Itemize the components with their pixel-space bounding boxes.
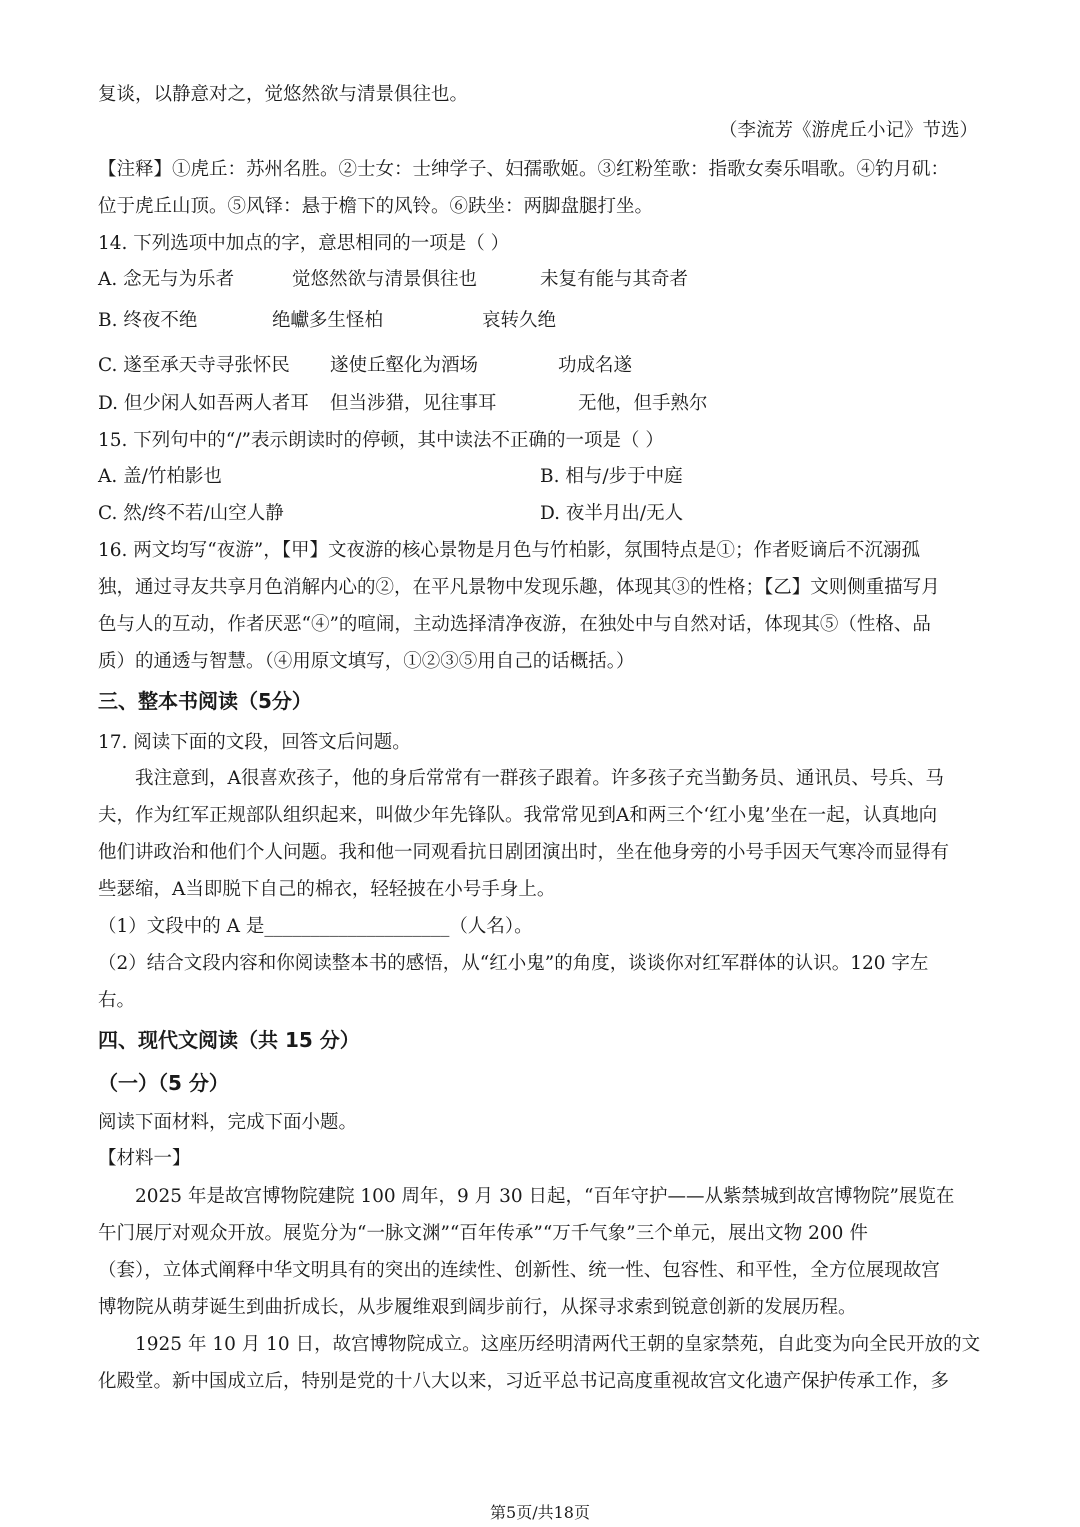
material-line: 1925 年 10 月 10 日，故宫博物院成立。这座历经明清两代王朝的皇家禁苑，自此变为向全民开放的文 <box>135 1334 981 1355</box>
q17-sub2: 右。 <box>98 990 136 1011</box>
q14-option-b-2: 绝巘多生怪柏 <box>272 310 384 331</box>
q15-option-b: B. 相与/步于中庭 <box>540 466 683 487</box>
q16-line: 色与人的互动，作者厌恶“④”的喧闹，主动选择清净夜游，在独处中与自然对话，体现其⑤（性格、品 <box>98 614 931 635</box>
q17-sub2: （2）结合文段内容和你阅读整本书的感悟，从“红小鬼”的角度，谈谈你对红军群体的认识。120 字左 <box>98 953 929 974</box>
q16-line: 质）的通透与智慧。（④用原文填写，①②③⑤用自己的话概括。） <box>98 651 635 672</box>
notes-line: 【注释】①虎丘：苏州名胜。②士女：士绅学子、妇孺歌姬。③红粉笙歌：指歌女奏乐唱歌。④钓月矶： <box>98 159 950 180</box>
q14-option-d-2: 但当涉猎，见往事耳 <box>330 393 497 414</box>
section-title: 三、整本书阅读（5分） <box>98 689 312 713</box>
material-line: 化殿堂。新中国成立后，特别是党的十八大以来，习近平总书记高度重视故宫文化遗产保护传承工作，多 <box>98 1371 950 1392</box>
passage-source: （李流芳《游虎丘小记》节选） <box>718 120 978 141</box>
q15-option-d: D. 夜半月出/无人 <box>540 503 684 524</box>
q14-option-c-2: 遂使丘壑化为酒场 <box>330 355 479 376</box>
q14-stem: 14. 下列选项中加点的字，意思相同的一项是（ ） <box>98 233 510 254</box>
q15-option-c: C. 然/终不若/山空人静 <box>98 503 284 524</box>
q17-stem: 17. 阅读下面的文段，回答文后问题。 <box>98 732 411 753</box>
q17-sub1: （1）文段中的 A 是____________________（人名）。 <box>98 916 533 937</box>
q15-option-a: A. 盖/竹柏影也 <box>98 466 222 487</box>
q16-line: 16. 两文均写“夜游”，【甲】文夜游的核心景物是月色与竹柏影，氛围特点是①；作者贬谪后不沉溺孤 <box>98 540 920 561</box>
q14-option-a-2: 觉悠然欲与清景俱往也 <box>292 269 478 290</box>
q14-option-a-1: A. 念无与为乐者 <box>98 269 235 290</box>
material-intro: 阅读下面材料，完成下面小题。 <box>98 1112 358 1133</box>
q14-option-a-3: 未复有能与其奇者 <box>540 269 689 290</box>
q17-passage-line: 他们讲政治和他们个人问题。我和他一同观看抗日剧团演出时，坐在他身旁的小号手因天气寒冷而显得有 <box>98 842 950 863</box>
q17-passage-line: 夫，作为红军正规部队组织起来，叫做少年先锋队。我常常见到A和两三个‘红小鬼’坐在一起，认真地向 <box>98 805 938 826</box>
notes-line: 位于虎丘山顶。⑤风铎：悬于檐下的风铃。⑥趺坐：两脚盘腿打坐。 <box>98 196 654 217</box>
section-title: 四、现代文阅读（共 15 分） <box>98 1028 360 1052</box>
q14-option-b-1: B. 终夜不绝 <box>98 310 198 331</box>
material-line: （套），立体式阐释中华文明具有的突出的连续性、创新性、统一性、包容性、和平性，全方位展现故宫 <box>98 1260 940 1281</box>
subsection-title: （一）（5 分） <box>98 1071 229 1095</box>
material-line: 午门展厅对观众开放。展览分为“一脉文渊”“百年传承”“万千气象”三个单元，展出文物 200 件 <box>98 1223 868 1244</box>
q14-option-d-3: 无他，但手熟尔 <box>578 393 708 414</box>
q17-passage-line: 些瑟缩，A当即脱下自己的棉衣，轻轻披在小号手身上。 <box>98 879 556 900</box>
material-line: 2025 年是故宫博物院建院 100 周年，9 月 30 日起，“百年守护——从紫禁城到故宫博物院”展览在 <box>135 1186 955 1207</box>
page-number: 第5页/共18页 <box>490 1503 590 1522</box>
q14-option-c-1: C. 遂至承天寺寻张怀民 <box>98 355 290 376</box>
q16-line: 独，通过寻友共享月色消解内心的②，在平凡景物中发现乐趣，体现其③的性格；【乙】文则侧重描写月 <box>98 577 940 598</box>
q14-option-d-1: D. 但少闲人如吾两人者耳 <box>98 393 309 414</box>
passage-line: 复谈，以静意对之，觉悠然欲与清景俱往也。 <box>98 84 469 105</box>
material-line: 博物院从萌芽诞生到曲折成长，从步履维艰到阔步前行，从探寻求索到锐意创新的发展历程。 <box>98 1297 857 1318</box>
q14-option-c-3: 功成名遂 <box>558 355 633 376</box>
q14-option-b-3: 哀转久绝 <box>482 310 557 331</box>
material-label: 【材料一】 <box>98 1148 191 1169</box>
q15-stem: 15. 下列句中的“/”表示朗读时的停顿，其中读法不正确的一项是（ ） <box>98 430 664 451</box>
q17-passage-line: 我注意到，A很喜欢孩子，他的身后常常有一群孩子跟着。许多孩子充当勤务员、通讯员、号兵、马 <box>135 768 944 789</box>
